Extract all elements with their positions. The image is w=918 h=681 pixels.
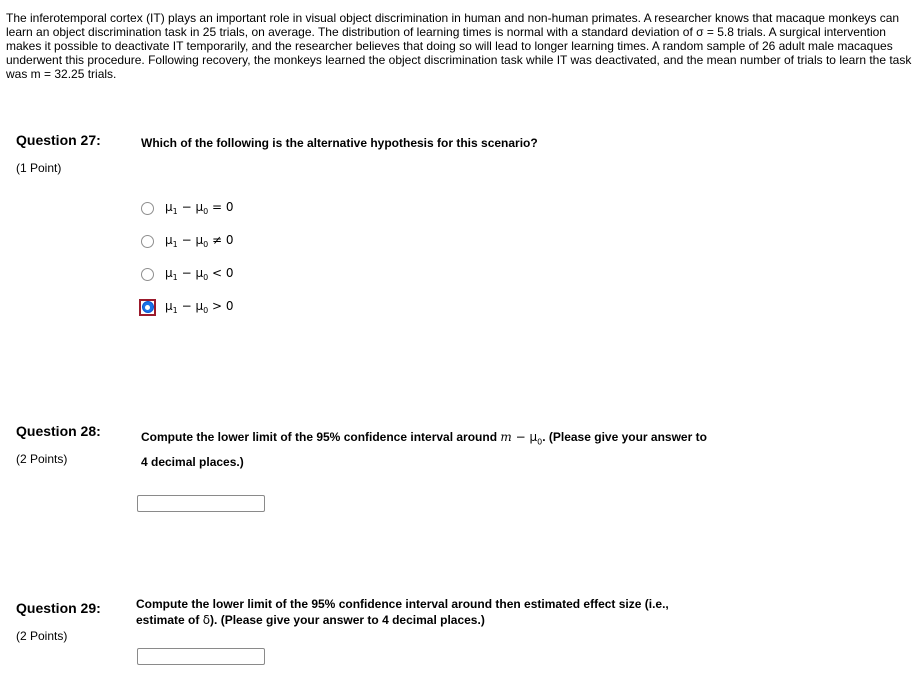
option-greater-than[interactable] [139, 297, 234, 317]
radio-button[interactable] [141, 268, 154, 281]
question-27-points: (1 Point) [16, 161, 62, 175]
question-29-title: Question 29: [16, 600, 101, 616]
question-28-title: Question 28: [16, 423, 101, 439]
question-28-text: Compute the lower limit of the 95% confidence interval around $m - \mu_0$. (Please give your answer to 4 decimal places.) [141, 430, 707, 470]
question-28-points: (2 Points) [16, 452, 68, 466]
question-27-text: Which of the following is the alternative hypothesis for this scenario? [141, 136, 538, 150]
radio-button[interactable] [141, 202, 154, 215]
question-27-title: Question 27: [16, 132, 101, 148]
option-less-than[interactable] [139, 264, 234, 284]
option-formula: $\mu_1 - \mu_0 = 0$ [165, 200, 234, 216]
radio-button-selected[interactable] [139, 299, 156, 316]
option-formula: $\mu_1 - \mu_0 \ne 0$ [165, 233, 234, 249]
question-28-answer-input[interactable] [137, 495, 265, 512]
question-29-points: (2 Points) [16, 629, 68, 643]
option-not-equal[interactable] [139, 231, 234, 251]
scenario-intro: The inferotemporal cortex (IT) plays an important role in visual object discrimination in human and non-human primates. A researcher knows that macaque monkeys can learn an object discrimination task in 25 trials, on average. The distribution of learning times is normal with a standard deviation of σ = 5.8 trials. A surgical intervention makes it possible to deactivate IT temporarily, and the researcher believes that doing so will lead to longer learning times. A random sample of 26 adult male macaques underwent this procedure. Following recovery, the monkeys learned the object discrimination task while IT was deactivated, and the mean number of trials to learn the task was m = 32.25 trials. [6, 11, 912, 81]
question-29-answer-input[interactable] [137, 648, 265, 665]
option-equal[interactable] [139, 198, 234, 218]
option-formula: $\mu_1 - \mu_0 < 0$ [165, 266, 234, 282]
question-29-text: Compute the lower limit of the 95% confidence interval around then estimated effect size (i.e., estimate of δ). (Please give your answer to 4 decimal places.) [136, 597, 669, 627]
radio-button[interactable] [141, 235, 154, 248]
option-formula: $\mu_1 - \mu_0 > 0$ [165, 299, 234, 315]
